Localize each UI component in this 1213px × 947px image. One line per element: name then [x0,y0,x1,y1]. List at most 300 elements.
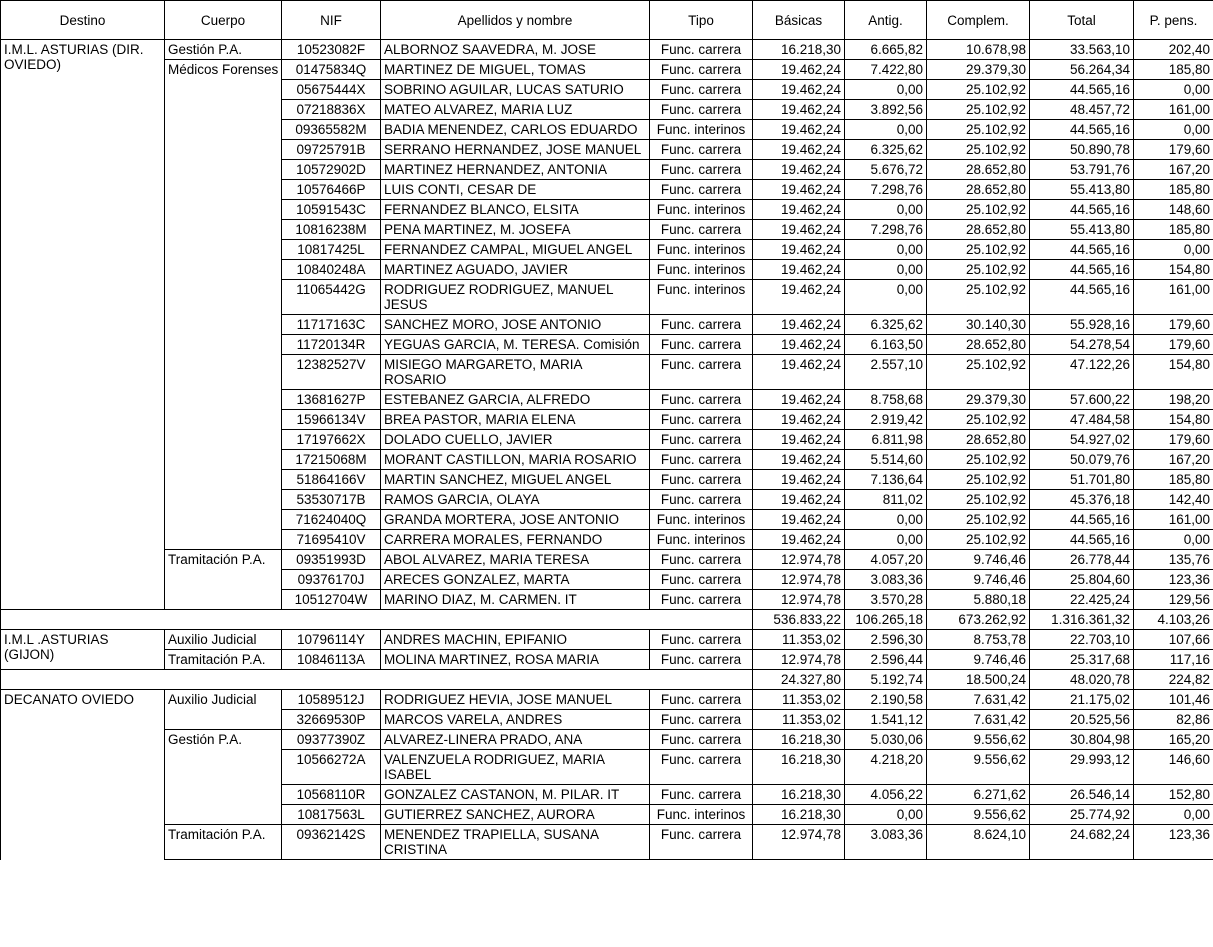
basicas-cell: 19.462,24 [753,260,845,280]
ppens-cell: 185,80 [1134,220,1213,240]
table-row [1,825,1213,860]
complem-cell: 25.102,92 [927,280,1030,315]
tipo-cell: Func. carrera [650,570,753,590]
complem-cell: 25.102,92 [927,200,1030,220]
ppens-cell: 179,60 [1134,140,1213,160]
ppens-cell: 202,40 [1134,40,1213,60]
nombre-cell: SERRANO HERNANDEZ, JOSE MANUEL [381,140,650,160]
nombre-cell: MOLINA MARTINEZ, ROSA MARIA [381,650,650,670]
basicas-cell: 19.462,24 [753,200,845,220]
subtotal-row [1,670,1213,690]
tipo-cell: Func. carrera [650,180,753,200]
total-cell: 54.278,54 [1030,335,1134,355]
cuerpo-cell: Tramitación P.A. [165,550,282,610]
total-cell: 54.927,02 [1030,430,1134,450]
complem-cell: 25.102,92 [927,100,1030,120]
antig-cell: 1.541,12 [845,710,927,730]
nombre-cell: YEGUAS GARCIA, M. TERESA. Comisión [381,335,650,355]
complem-cell: 6.271,62 [927,785,1030,805]
cuerpo-cell: Auxilio Judicial [165,630,282,650]
nif-cell: 10591543C [282,200,381,220]
nif-cell: 01475834Q [282,60,381,80]
nombre-cell: GUTIERREZ SANCHEZ, AURORA [381,805,650,825]
tipo-cell: Func. carrera [650,730,753,750]
tipo-cell: Func. carrera [650,390,753,410]
nif-cell: 09377390Z [282,730,381,750]
complem-cell: 28.652,80 [927,335,1030,355]
total-cell: 55.928,16 [1030,315,1134,335]
tipo-cell: Func. carrera [650,490,753,510]
tipo-cell: Func. carrera [650,355,753,390]
ppens-cell: 185,80 [1134,60,1213,80]
nombre-cell: MARTINEZ HERNANDEZ, ANTONIA [381,160,650,180]
header-row [1,1,1213,40]
col-header-basicas: Básicas [753,1,845,40]
subtotal-ppens-cell: 4.103,26 [1134,610,1213,630]
basicas-cell: 11.353,02 [753,630,845,650]
antig-cell: 2.919,42 [845,410,927,430]
tipo-cell: Func. interinos [650,530,753,550]
cuerpo-cell: Auxilio Judicial [165,690,282,730]
nif-cell: 10589512J [282,690,381,710]
total-cell: 51.701,80 [1030,470,1134,490]
complem-cell: 25.102,92 [927,240,1030,260]
ppens-cell: 161,00 [1134,280,1213,315]
total-cell: 57.600,22 [1030,390,1134,410]
table-row [1,60,1213,80]
total-cell: 44.565,16 [1030,260,1134,280]
nombre-cell: ABOL ALVAREZ, MARIA TERESA [381,550,650,570]
total-cell: 25.804,60 [1030,570,1134,590]
total-cell: 55.413,80 [1030,180,1134,200]
tipo-cell: Func. interinos [650,805,753,825]
total-cell: 26.546,14 [1030,785,1134,805]
nombre-cell: MARINO DIAZ, M. CARMEN. IT [381,590,650,610]
basicas-cell: 19.462,24 [753,355,845,390]
nif-cell: 05675444X [282,80,381,100]
antig-cell: 0,00 [845,530,927,550]
complem-cell: 9.746,46 [927,570,1030,590]
complem-cell: 25.102,92 [927,410,1030,430]
nombre-cell: PENA MARTINEZ, M. JOSEFA [381,220,650,240]
nif-cell: 07218836X [282,100,381,120]
col-header-destino: Destino [1,1,165,40]
nombre-cell: RODRIGUEZ RODRIGUEZ, MANUEL JESUS [381,280,650,315]
nombre-cell: MARTINEZ AGUADO, JAVIER [381,260,650,280]
tipo-cell: Func. carrera [650,60,753,80]
nif-cell: 10846113A [282,650,381,670]
complem-cell: 25.102,92 [927,140,1030,160]
nombre-cell: LUIS CONTI, CESAR DE [381,180,650,200]
antig-cell: 7.298,76 [845,220,927,240]
nombre-cell: CARRERA MORALES, FERNANDO [381,530,650,550]
basicas-cell: 19.462,24 [753,80,845,100]
ppens-cell: 142,40 [1134,490,1213,510]
basicas-cell: 12.974,78 [753,570,845,590]
cuerpo-cell: Médicos Forenses [165,60,282,550]
basicas-cell: 12.974,78 [753,825,845,860]
nif-cell: 09362142S [282,825,381,860]
ppens-cell: 154,80 [1134,410,1213,430]
ppens-cell: 101,46 [1134,690,1213,710]
nif-cell: 12382527V [282,355,381,390]
complem-cell: 9.746,46 [927,550,1030,570]
total-cell: 44.565,16 [1030,240,1134,260]
complem-cell: 10.678,98 [927,40,1030,60]
basicas-cell: 19.462,24 [753,530,845,550]
nombre-cell: GONZALEZ CASTANON, M. PILAR. IT [381,785,650,805]
tipo-cell: Func. carrera [650,40,753,60]
ppens-cell: 161,00 [1134,510,1213,530]
subtotal-complem-cell: 18.500,24 [927,670,1030,690]
col-header-cuerpo: Cuerpo [165,1,282,40]
nombre-cell: MORANT CASTILLON, MARIA ROSARIO [381,450,650,470]
total-cell: 47.122,26 [1030,355,1134,390]
complem-cell: 9.556,62 [927,750,1030,785]
nombre-cell: FERNANDEZ CAMPAL, MIGUEL ANGEL [381,240,650,260]
ppens-cell: 154,80 [1134,355,1213,390]
nombre-cell: MARTINEZ DE MIGUEL, TOMAS [381,60,650,80]
tipo-cell: Func. interinos [650,120,753,140]
antig-cell: 6.163,50 [845,335,927,355]
total-cell: 44.565,16 [1030,80,1134,100]
subtotal-antig-cell: 106.265,18 [845,610,927,630]
complem-cell: 25.102,92 [927,490,1030,510]
antig-cell: 2.190,58 [845,690,927,710]
basicas-cell: 19.462,24 [753,315,845,335]
antig-cell: 0,00 [845,240,927,260]
complem-cell: 28.652,80 [927,160,1030,180]
antig-cell: 0,00 [845,280,927,315]
antig-cell: 6.665,82 [845,40,927,60]
nombre-cell: MISIEGO MARGARETO, MARIA ROSARIO [381,355,650,390]
table-row [1,630,1213,650]
tipo-cell: Func. carrera [650,450,753,470]
tipo-cell: Func. carrera [650,785,753,805]
ppens-cell: 152,80 [1134,785,1213,805]
ppens-cell: 107,66 [1134,630,1213,650]
basicas-cell: 19.462,24 [753,240,845,260]
ppens-cell: 135,76 [1134,550,1213,570]
basicas-cell: 19.462,24 [753,510,845,530]
nif-cell: 09365582M [282,120,381,140]
basicas-cell: 19.462,24 [753,120,845,140]
basicas-cell: 19.462,24 [753,220,845,240]
tipo-cell: Func. carrera [650,220,753,240]
nif-cell: 10512704W [282,590,381,610]
antig-cell: 2.557,10 [845,355,927,390]
basicas-cell: 19.462,24 [753,140,845,160]
ppens-cell: 0,00 [1134,805,1213,825]
tipo-cell: Func. carrera [650,315,753,335]
total-cell: 56.264,34 [1030,60,1134,80]
ppens-cell: 0,00 [1134,240,1213,260]
antig-cell: 0,00 [845,260,927,280]
destino-cell: I.M.L .ASTURIAS (GIJON) [1,630,165,670]
antig-cell: 6.325,62 [845,140,927,160]
total-cell: 53.791,76 [1030,160,1134,180]
nif-cell: 10572902D [282,160,381,180]
subtotal-row [1,610,1213,630]
nombre-cell: ANDRES MACHIN, EPIFANIO [381,630,650,650]
nif-cell: 17197662X [282,430,381,450]
nif-cell: 13681627P [282,390,381,410]
ppens-cell: 198,20 [1134,390,1213,410]
basicas-cell: 19.462,24 [753,100,845,120]
total-cell: 55.413,80 [1030,220,1134,240]
total-cell: 44.565,16 [1030,120,1134,140]
total-cell: 22.703,10 [1030,630,1134,650]
nombre-cell: ARECES GONZALEZ, MARTA [381,570,650,590]
complem-cell: 28.652,80 [927,430,1030,450]
table-body [1,40,1213,860]
antig-cell: 2.596,30 [845,630,927,650]
tipo-cell: Func. carrera [650,825,753,860]
table-row [1,690,1213,710]
antig-cell: 7.422,80 [845,60,927,80]
ppens-cell: 0,00 [1134,120,1213,140]
total-cell: 47.484,58 [1030,410,1134,430]
complem-cell: 25.102,92 [927,450,1030,470]
tipo-cell: Func. carrera [650,550,753,570]
antig-cell: 3.083,36 [845,570,927,590]
nif-cell: 53530717B [282,490,381,510]
ppens-cell: 185,80 [1134,470,1213,490]
tipo-cell: Func. interinos [650,510,753,530]
ppens-cell: 129,56 [1134,590,1213,610]
col-header-complem: Complem. [927,1,1030,40]
tipo-cell: Func. carrera [650,590,753,610]
antig-cell: 3.892,56 [845,100,927,120]
basicas-cell: 19.462,24 [753,335,845,355]
nombre-cell: MARCOS VARELA, ANDRES [381,710,650,730]
ppens-cell: 185,80 [1134,180,1213,200]
nif-cell: 51864166V [282,470,381,490]
tipo-cell: Func. interinos [650,260,753,280]
ppens-cell: 0,00 [1134,80,1213,100]
tipo-cell: Func. carrera [650,100,753,120]
nif-cell: 11720134R [282,335,381,355]
cuerpo-cell: Gestión P.A. [165,730,282,825]
subtotal-antig-cell: 5.192,74 [845,670,927,690]
col-header-nombre: Apellidos y nombre [381,1,650,40]
tipo-cell: Func. carrera [650,650,753,670]
antig-cell: 0,00 [845,510,927,530]
cuerpo-cell: Tramitación P.A. [165,825,282,860]
complem-cell: 28.652,80 [927,220,1030,240]
nif-cell: 10840248A [282,260,381,280]
nombre-cell: RODRIGUEZ HEVIA, JOSE MANUEL [381,690,650,710]
col-header-nif: NIF [282,1,381,40]
col-header-ppens: P. pens. [1134,1,1213,40]
basicas-cell: 16.218,30 [753,785,845,805]
complem-cell: 8.753,78 [927,630,1030,650]
subtotal-basicas-cell: 536.833,22 [753,610,845,630]
nif-cell: 10796114Y [282,630,381,650]
ppens-cell: 123,36 [1134,825,1213,860]
complem-cell: 25.102,92 [927,120,1030,140]
antig-cell: 8.758,68 [845,390,927,410]
ppens-cell: 146,60 [1134,750,1213,785]
complem-cell: 25.102,92 [927,260,1030,280]
basicas-cell: 12.974,78 [753,590,845,610]
nombre-cell: SANCHEZ MORO, JOSE ANTONIO [381,315,650,335]
antig-cell: 3.083,36 [845,825,927,860]
table-row [1,730,1213,750]
tipo-cell: Func. carrera [650,470,753,490]
nif-cell: 09376170J [282,570,381,590]
nombre-cell: DOLADO CUELLO, JAVIER [381,430,650,450]
tipo-cell: Func. carrera [650,160,753,180]
nombre-cell: GRANDA MORTERA, JOSE ANTONIO [381,510,650,530]
ppens-cell: 82,86 [1134,710,1213,730]
basicas-cell: 11.353,02 [753,710,845,730]
destino-cell: DECANATO OVIEDO [1,690,165,860]
basicas-cell: 19.462,24 [753,160,845,180]
nif-cell: 09351993D [282,550,381,570]
nif-cell: 71695410V [282,530,381,550]
tipo-cell: Func. carrera [650,630,753,650]
nombre-cell: SOBRINO AGUILAR, LUCAS SATURIO [381,80,650,100]
basicas-cell: 11.353,02 [753,690,845,710]
basicas-cell: 19.462,24 [753,180,845,200]
tipo-cell: Func. carrera [650,80,753,100]
complem-cell: 9.746,46 [927,650,1030,670]
total-cell: 50.079,76 [1030,450,1134,470]
tipo-cell: Func. carrera [650,335,753,355]
total-cell: 44.565,16 [1030,280,1134,315]
nif-cell: 15966134V [282,410,381,430]
complem-cell: 9.556,62 [927,805,1030,825]
tipo-cell: Func. carrera [650,690,753,710]
total-cell: 44.565,16 [1030,530,1134,550]
tipo-cell: Func. carrera [650,710,753,730]
complem-cell: 29.379,30 [927,390,1030,410]
nombre-cell: FERNANDEZ BLANCO, ELSITA [381,200,650,220]
table-row [1,650,1213,670]
total-cell: 30.804,98 [1030,730,1134,750]
ppens-cell: 165,20 [1134,730,1213,750]
nif-cell: 10816238M [282,220,381,240]
tipo-cell: Func. carrera [650,410,753,430]
total-cell: 22.425,24 [1030,590,1134,610]
complem-cell: 25.102,92 [927,80,1030,100]
nif-cell: 10568110R [282,785,381,805]
nombre-cell: RAMOS GARCIA, OLAYA [381,490,650,510]
ppens-cell: 0,00 [1134,530,1213,550]
complem-cell: 25.102,92 [927,530,1030,550]
subtotal-ppens-cell: 224,82 [1134,670,1213,690]
complem-cell: 7.631,42 [927,690,1030,710]
subtotal-total-cell: 48.020,78 [1030,670,1134,690]
basicas-cell: 16.218,30 [753,805,845,825]
ppens-cell: 167,20 [1134,450,1213,470]
nif-cell: 71624040Q [282,510,381,530]
antig-cell: 0,00 [845,120,927,140]
nif-cell: 10523082F [282,40,381,60]
basicas-cell: 19.462,24 [753,60,845,80]
total-cell: 24.682,24 [1030,825,1134,860]
cuerpo-cell: Tramitación P.A. [165,650,282,670]
nombre-cell: VALENZUELA RODRIGUEZ, MARIA ISABEL [381,750,650,785]
total-cell: 25.774,92 [1030,805,1134,825]
basicas-cell: 12.974,78 [753,550,845,570]
nif-cell: 11065442G [282,280,381,315]
basicas-cell: 12.974,78 [753,650,845,670]
basicas-cell: 19.462,24 [753,390,845,410]
tipo-cell: Func. carrera [650,750,753,785]
antig-cell: 0,00 [845,805,927,825]
nombre-cell: MENENDEZ TRAPIELLA, SUSANA CRISTINA [381,825,650,860]
nombre-cell: BADIA MENENDEZ, CARLOS EDUARDO [381,120,650,140]
total-cell: 21.175,02 [1030,690,1134,710]
basicas-cell: 19.462,24 [753,430,845,450]
total-cell: 44.565,16 [1030,200,1134,220]
antig-cell: 811,02 [845,490,927,510]
total-cell: 20.525,56 [1030,710,1134,730]
total-cell: 26.778,44 [1030,550,1134,570]
ppens-cell: 179,60 [1134,430,1213,450]
tipo-cell: Func. interinos [650,240,753,260]
tipo-cell: Func. interinos [650,280,753,315]
complem-cell: 25.102,92 [927,355,1030,390]
ppens-cell: 154,80 [1134,260,1213,280]
basicas-cell: 16.218,30 [753,40,845,60]
nif-cell: 10817563L [282,805,381,825]
ppens-cell: 148,60 [1134,200,1213,220]
nif-cell: 17215068M [282,450,381,470]
nif-cell: 10566272A [282,750,381,785]
antig-cell: 5.676,72 [845,160,927,180]
nombre-cell: MATEO ALVAREZ, MARIA LUZ [381,100,650,120]
tipo-cell: Func. carrera [650,140,753,160]
complem-cell: 5.880,18 [927,590,1030,610]
complem-cell: 8.624,10 [927,825,1030,860]
antig-cell: 6.325,62 [845,315,927,335]
ppens-cell: 179,60 [1134,315,1213,335]
basicas-cell: 19.462,24 [753,280,845,315]
antig-cell: 3.570,28 [845,590,927,610]
total-cell: 48.457,72 [1030,100,1134,120]
subtotal-total-cell: 1.316.361,32 [1030,610,1134,630]
ppens-cell: 179,60 [1134,335,1213,355]
nif-cell: 09725791B [282,140,381,160]
complem-cell: 9.556,62 [927,730,1030,750]
col-header-antig: Antig. [845,1,927,40]
total-cell: 25.317,68 [1030,650,1134,670]
antig-cell: 4.218,20 [845,750,927,785]
antig-cell: 7.298,76 [845,180,927,200]
nif-cell: 10817425L [282,240,381,260]
complem-cell: 30.140,30 [927,315,1030,335]
subtotal-spacer [1,610,753,630]
tipo-cell: Func. interinos [650,200,753,220]
antig-cell: 5.514,60 [845,450,927,470]
basicas-cell: 16.218,30 [753,750,845,785]
ppens-cell: 117,16 [1134,650,1213,670]
table-row [1,40,1213,60]
antig-cell: 4.057,20 [845,550,927,570]
antig-cell: 6.811,98 [845,430,927,450]
col-header-tipo: Tipo [650,1,753,40]
total-cell: 45.376,18 [1030,490,1134,510]
nombre-cell: ALBORNOZ SAAVEDRA, M. JOSE [381,40,650,60]
total-cell: 50.890,78 [1030,140,1134,160]
nif-cell: 32669530P [282,710,381,730]
nombre-cell: MARTIN SANCHEZ, MIGUEL ANGEL [381,470,650,490]
ppens-cell: 123,36 [1134,570,1213,590]
col-header-total: Total [1030,1,1134,40]
